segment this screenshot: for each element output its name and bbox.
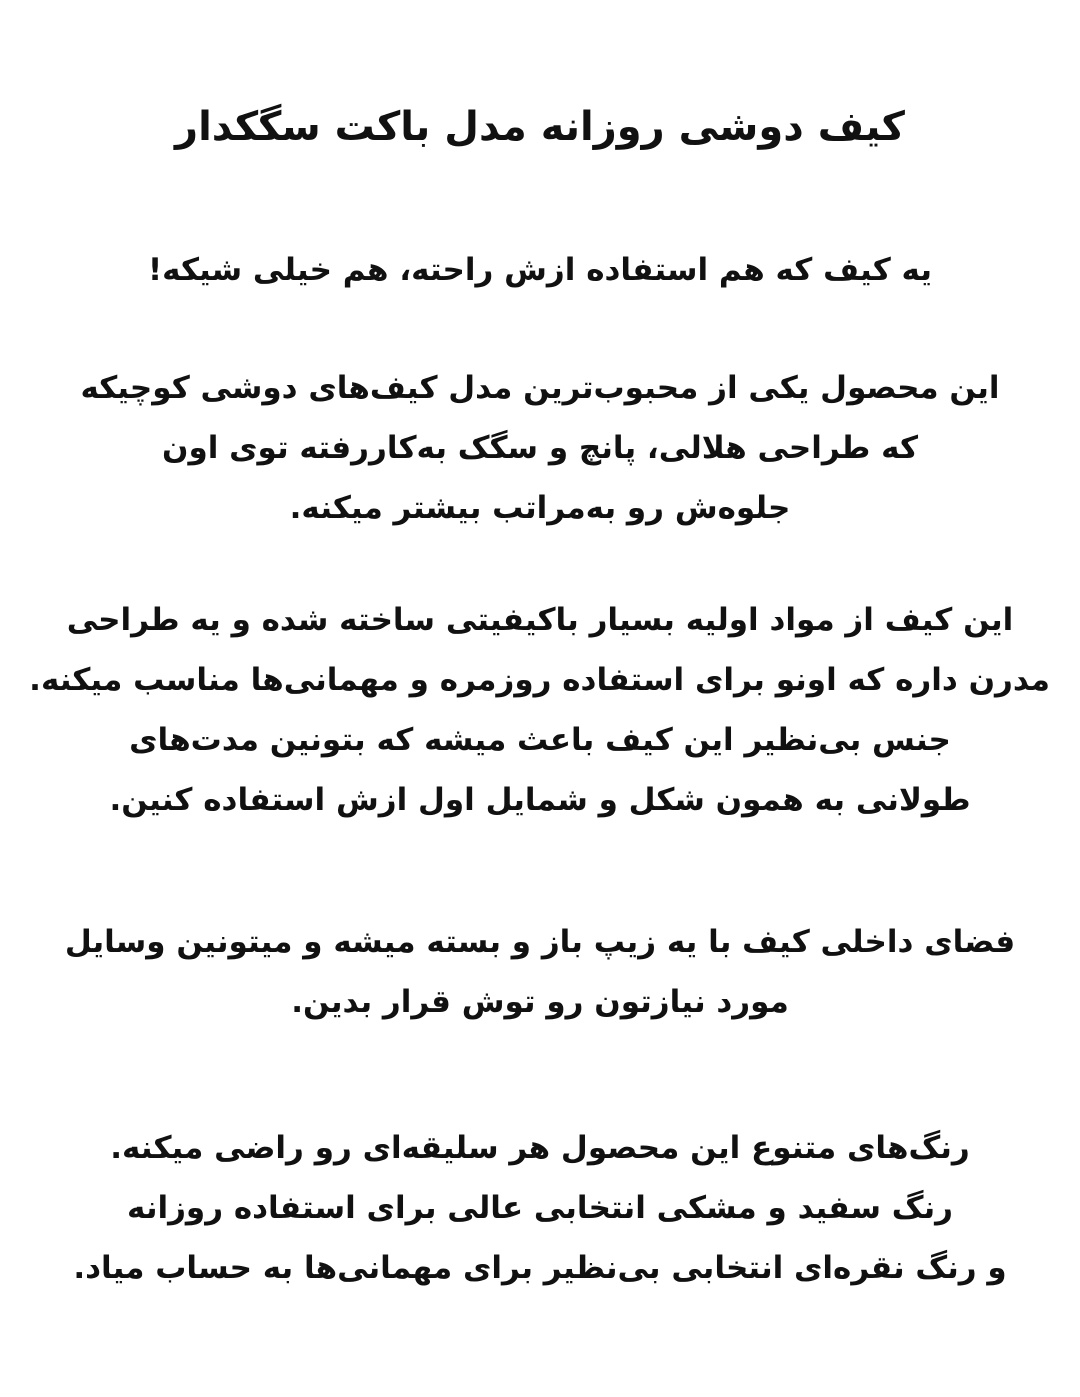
paragraph-line: این محصول یکی از محبوب‌ترین مدل کیف‌های دوشی کوچیکه	[80, 370, 1000, 406]
product-paragraph	[30, 358, 1050, 538]
paragraph-line: فضای داخلی کیف با یه زیپ باز و بسته میشه و میتونین وسایل	[64, 924, 1016, 960]
material-paragraph	[30, 590, 1050, 830]
interior-paragraph	[30, 912, 1050, 1032]
paragraph-line: که طراحی هلالی، پانچ و سگک به‌کاررفته توی اون	[162, 430, 918, 466]
paragraph-line: یه کیف که هم استفاده ازش راحته، هم خیلی شیکه!	[148, 252, 932, 288]
paragraph-line: طولانی به همون شکل و شمایل اول ازش استفاده کنین.	[109, 782, 971, 818]
paragraph-line: جلوه‌ش رو به‌مراتب بیشتر میکنه.	[289, 490, 791, 526]
paragraph-line: و رنگ نقره‌ای انتخابی بی‌نظیر برای مهمانی‌ها به حساب میاد.	[73, 1250, 1007, 1286]
paragraph-line: مدرن داره که اونو برای استفاده روزمره و مهمانی‌ها مناسب میکنه.	[29, 662, 1050, 698]
paragraph-line: رنگ سفید و مشکی انتخابی عالی برای استفاده روزانه	[127, 1190, 953, 1226]
paragraph-line: جنس بی‌نظیر این کیف باعث میشه که بتونین مدت‌های	[129, 722, 951, 758]
paragraph-line: مورد نیازتون رو توش قرار بدین.	[291, 984, 789, 1020]
paragraph-line: رنگ‌های متنوع این محصول هر سلیقه‌ای رو راضی میکنه.	[110, 1130, 970, 1166]
intro-paragraph	[30, 240, 1050, 300]
page-title: کیف دوشی روزانه مدل باکت سگکدار	[175, 104, 905, 150]
colors-paragraph	[30, 1118, 1050, 1298]
paragraph-line: این کیف از مواد اولیه بسیار باکیفیتی ساخته شده و یه طراحی	[66, 602, 1014, 638]
